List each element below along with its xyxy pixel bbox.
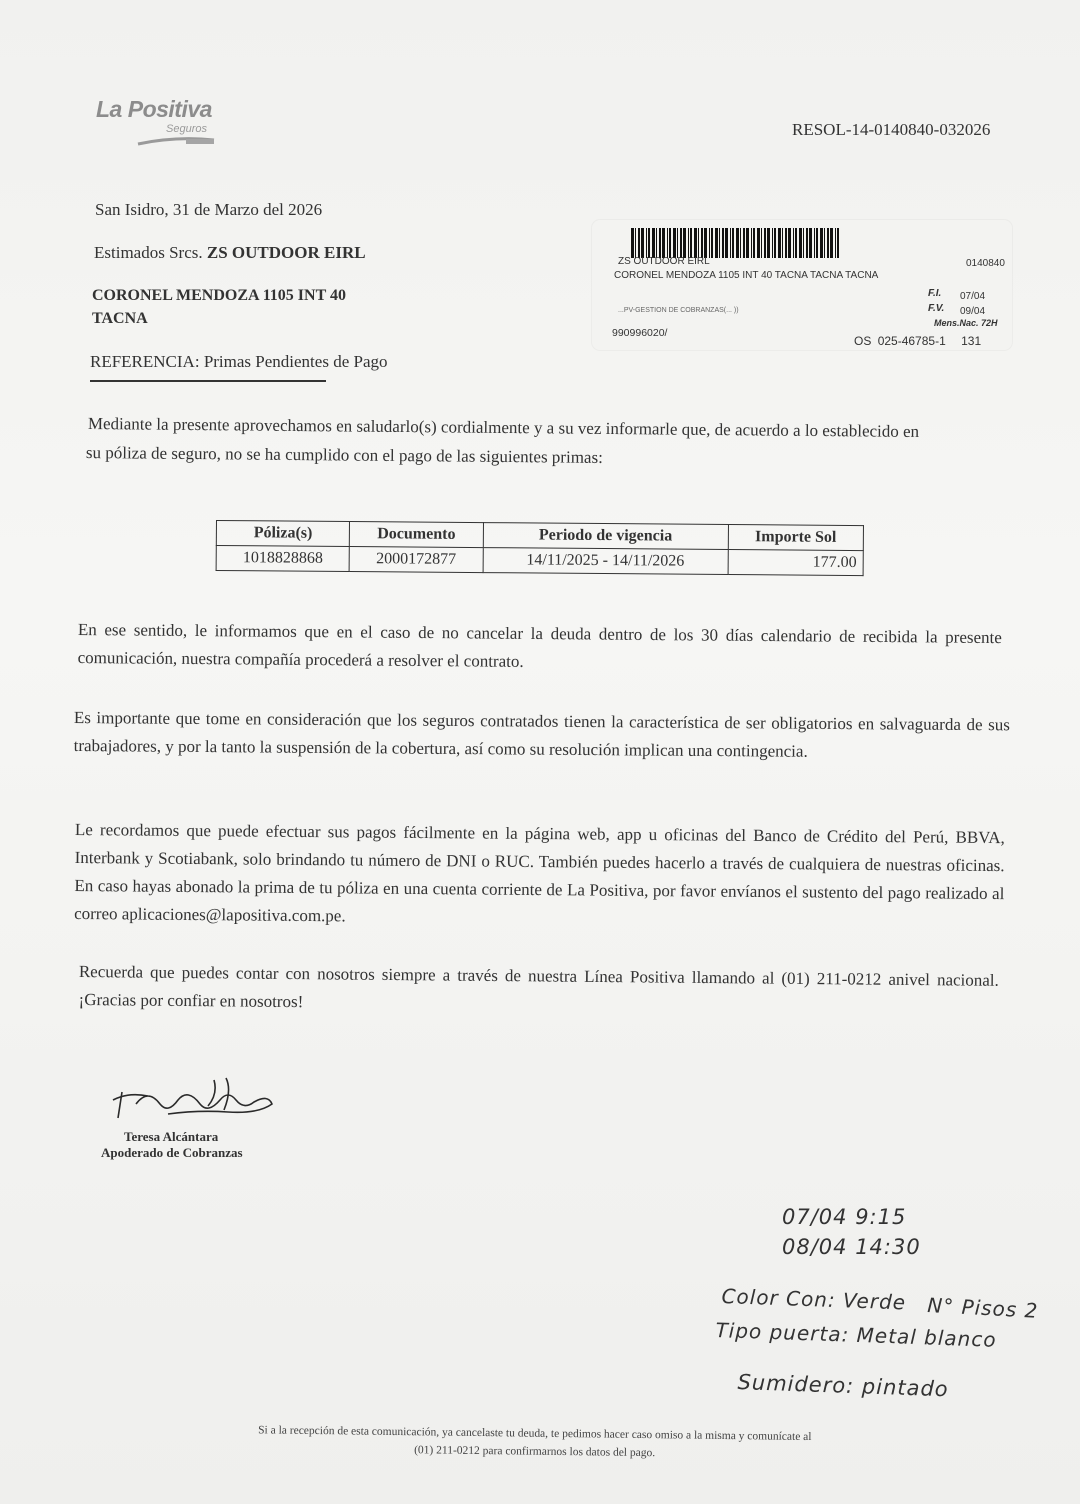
label-address: CORONEL MENDOZA 1105 INT 40 TACNA TACNA TACNA bbox=[614, 270, 879, 281]
footer-note bbox=[150, 1420, 920, 1465]
label-fi-value: 07/04 bbox=[960, 291, 986, 302]
barcode-icon bbox=[631, 228, 843, 258]
date-line: San Isidro, 31 de Marzo del 2026 bbox=[95, 200, 323, 219]
handwritten-line-5: Sumidero: pintado bbox=[737, 1370, 950, 1402]
table-row bbox=[216, 546, 863, 576]
signer-title: Apoderado de Cobranzas bbox=[101, 1145, 243, 1160]
company-logo bbox=[96, 96, 236, 156]
reference-underline bbox=[90, 380, 326, 382]
cell-period: 14/11/2025 - 14/11/2026 bbox=[483, 548, 728, 575]
paragraph-payment-options: Le recordamos que puede efectuar sus pagos fácilmente en la página web, app u oficinas del Banco de Crédito del Perú, BBVA, Interbank y Scotiabank, solo brindando tu número de DNI o RUC. También puedes hacerlo a través de cualquiera de nuestras oficinas. En caso hayas abonado la prima de tu póliza en una cuenta corriente de La Positiva, por favor envíanos el sustento del pago realizado al correo aplicaciones@lapositiva.com.pe. bbox=[74, 819, 1005, 926]
resolution-code: RESOL-14-0140840-032026 bbox=[792, 120, 991, 139]
intro-line-2: su póliza de seguro, no se ha cumplido con el pago de las siguientes primas: bbox=[85, 443, 603, 467]
label-os-label: OS bbox=[854, 334, 872, 348]
paragraph-obligatory: Es importante que tome en consideración que los seguros contratados tienen la característica de ser obligatorios en salvaguarda de sus trabajadores, y por la tanto la suspensión de la cobertura, así como su resolución implican una contingencia. bbox=[73, 707, 1010, 761]
cell-amount: 177.00 bbox=[728, 550, 863, 576]
handwritten-line-3b: N° Pisos 2 bbox=[926, 1293, 1039, 1323]
handwritten-line-3: Color Con: Verde bbox=[721, 1284, 907, 1315]
signature-scribble bbox=[108, 1070, 278, 1126]
cell-document: 2000172877 bbox=[349, 547, 483, 573]
intro-line-1: Mediante la presente aprovechamos en saludarlo(s) cordialmente y a su vez informarle que, de acuerdo a lo establecido en bbox=[87, 414, 920, 441]
handwritten-line-2: 08/04 14:30 bbox=[782, 1235, 921, 1259]
table-header-amount: Importe Sol bbox=[728, 525, 863, 551]
table-header-policy: Póliza(s) bbox=[216, 521, 350, 547]
recipient-name: ZS OUTDOOR EIRL bbox=[206, 243, 366, 262]
label-name: ZS OUTDOOR EIRL bbox=[618, 256, 710, 267]
label-tracking: 990996020/ bbox=[612, 327, 668, 339]
label-fv-value: 09/04 bbox=[960, 306, 986, 317]
paragraph-contact: Recuerda que puedes contar con nosotros siempre a través de nuestra Línea Positiva llamando al (01) 211-0212 anivel nacional. ¡Gracias por confiar en nosotros! bbox=[78, 961, 999, 1012]
label-department: ...PV-GESTION DE COBRANZAS(... )) bbox=[618, 307, 739, 314]
salutation bbox=[94, 243, 366, 263]
footer-line-2: (01) 211-0212 para confirmarnos los datos del pago. bbox=[414, 1444, 656, 1460]
salutation-prefix: Estimados Srcs. bbox=[94, 243, 203, 262]
address-line-1: CORONEL MENDOZA 1105 INT 40 bbox=[92, 287, 346, 304]
label-os-suffix: 131 bbox=[961, 334, 982, 348]
reference-line bbox=[90, 352, 387, 372]
logo-sub-text: Seguros bbox=[166, 123, 207, 135]
label-service: Mens.Nac. 72H bbox=[934, 318, 998, 328]
label-fv-label: F.V. bbox=[928, 303, 945, 314]
table-header-period: Periodo de vigencia bbox=[483, 523, 728, 550]
paragraph-deadline: En ese sentido, le informamos que en el caso de no cancelar la deuda dentro de los 30 días calendario de recibida la presente comunicación, nuestra compañía procederá a resolver el contrato. bbox=[77, 619, 1002, 671]
reference-label: REFERENCIA: bbox=[90, 352, 200, 371]
label-code: 0140840 bbox=[966, 258, 1005, 269]
signer-name: Teresa Alcántara bbox=[124, 1129, 219, 1144]
reference-text: Primas Pendientes de Pago bbox=[203, 352, 388, 371]
logo-brand-text: La Positiva bbox=[96, 96, 212, 122]
footer-line-1: Si a la recepción de esta comunicación, ya cancelaste tu deuda, te pedimos hacer caso omiso a la misma y comunícate al bbox=[258, 1424, 812, 1444]
table-header-document: Documento bbox=[350, 522, 484, 548]
handwritten-line-4: Tipo puerta: Metal blanco bbox=[715, 1318, 997, 1352]
cell-policy: 1018828868 bbox=[216, 546, 350, 572]
label-os bbox=[854, 334, 981, 348]
address-line-2: TACNA bbox=[92, 310, 148, 327]
logo-swoosh-icon bbox=[136, 134, 216, 148]
label-fi-label: F.I. bbox=[928, 288, 942, 299]
premiums-table bbox=[216, 520, 864, 576]
label-os-number: 025-46785-1 bbox=[877, 334, 946, 348]
handwritten-line-1: 07/04 9:15 bbox=[782, 1205, 907, 1229]
